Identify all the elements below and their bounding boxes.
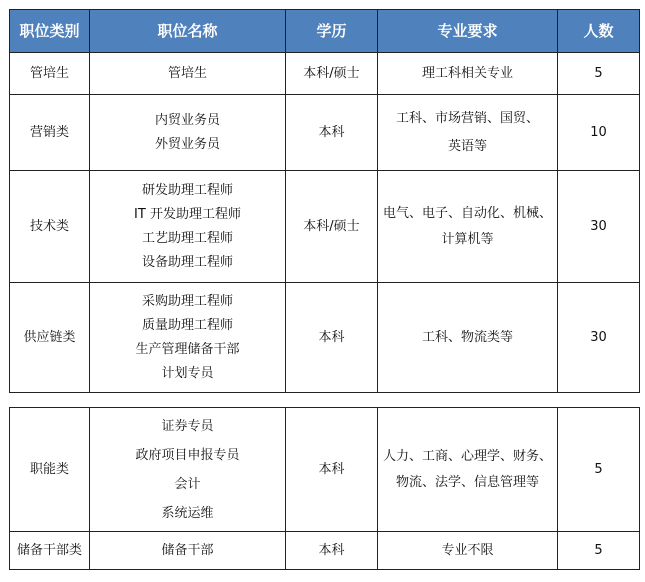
position-name: 研发助理工程师	[141, 182, 233, 198]
major-line: 物流、法学、信息管理等	[395, 474, 539, 490]
table-row	[10, 532, 640, 570]
cell-count: 5	[558, 408, 640, 532]
cell-positions	[90, 171, 286, 283]
recruitment-table	[9, 9, 640, 393]
major-line: 理工科相关专业	[421, 65, 513, 81]
cell-major	[378, 171, 558, 283]
major-line: 电气、电子、自动化、机械、	[382, 205, 552, 221]
header-position: 职位名称	[90, 10, 286, 53]
cell-education: 本科	[286, 408, 378, 532]
cell-education: 本科	[286, 283, 378, 393]
cell-major	[378, 532, 558, 570]
position-name: 采购助理工程师	[141, 293, 233, 309]
header-category: 职位类别	[10, 10, 90, 53]
cell-education: 本科/硕士	[286, 171, 378, 283]
position-name: IT 开发助理工程师	[134, 206, 241, 222]
cell-education: 本科	[286, 532, 378, 570]
position-name: 计划专员	[161, 365, 214, 381]
cell-count: 30	[558, 283, 640, 393]
major-line: 工科、物流类等	[421, 329, 513, 345]
header-education: 学历	[286, 10, 378, 53]
position-name: 政府项目申报专员	[135, 447, 240, 463]
position-name: 储备干部	[161, 542, 214, 558]
table-row	[10, 171, 640, 283]
cell-category: 管培生	[10, 53, 90, 95]
position-name: 管培生	[167, 65, 207, 81]
table-row	[10, 408, 640, 532]
position-name: 生产管理储备干部	[135, 341, 240, 357]
cell-category: 职能类	[10, 408, 90, 532]
major-line: 英语等	[447, 138, 487, 154]
cell-education: 本科/硕士	[286, 53, 378, 95]
major-line: 计算机等	[441, 231, 494, 247]
header-count: 人数	[558, 10, 640, 53]
cell-positions	[90, 53, 286, 95]
position-name: 证券专员	[161, 418, 214, 434]
major-line: 人力、工商、心理学、财务、	[382, 448, 552, 464]
table-row	[10, 53, 640, 95]
recruitment-table-continued	[9, 407, 640, 570]
cell-category: 营销类	[10, 95, 90, 171]
cell-education: 本科	[286, 95, 378, 171]
cell-category: 储备干部类	[10, 532, 90, 570]
cell-category: 技术类	[10, 171, 90, 283]
table-row	[10, 283, 640, 393]
major-line: 工科、市场营销、国贸、	[395, 110, 539, 126]
header-major: 专业要求	[378, 10, 558, 53]
header-row	[10, 10, 640, 53]
position-name: 外贸业务员	[154, 136, 220, 152]
cell-positions	[90, 95, 286, 171]
cell-positions	[90, 408, 286, 532]
cell-major	[378, 95, 558, 171]
position-name: 内贸业务员	[154, 112, 220, 128]
position-name: 设备助理工程师	[141, 254, 233, 270]
position-name: 工艺助理工程师	[141, 230, 233, 246]
major-line: 专业不限	[441, 542, 494, 558]
cell-major	[378, 53, 558, 95]
cell-major	[378, 408, 558, 532]
cell-count: 30	[558, 171, 640, 283]
cell-major	[378, 283, 558, 393]
position-name: 系统运维	[161, 505, 214, 521]
table-row	[10, 95, 640, 171]
cell-positions	[90, 532, 286, 570]
cell-positions	[90, 283, 286, 393]
position-name: 质量助理工程师	[141, 317, 233, 333]
position-name: 会计	[174, 476, 201, 492]
cell-category: 供应链类	[10, 283, 90, 393]
cell-count: 10	[558, 95, 640, 171]
cell-count: 5	[558, 532, 640, 570]
cell-count: 5	[558, 53, 640, 95]
